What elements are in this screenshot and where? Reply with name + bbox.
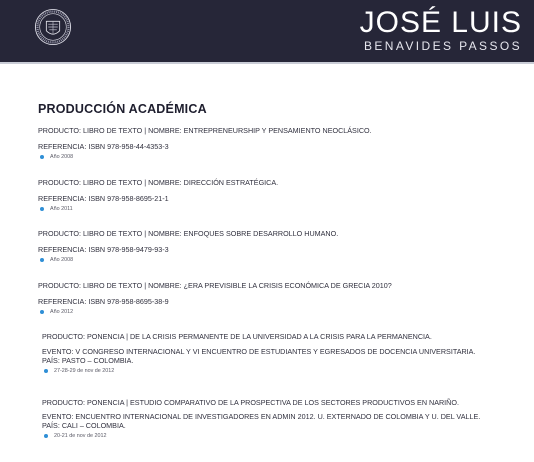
entry-reference: REFERENCIA: ISBN 978-958-44-4353-3 <box>38 142 169 151</box>
entry-reference: REFERENCIA: ISBN 978-958-8695-21-1 <box>38 194 169 203</box>
publication-entry <box>38 126 372 151</box>
bullet-dot-icon <box>40 310 44 314</box>
publication-entry <box>38 178 278 203</box>
entry-date: Año 2008 <box>40 154 73 160</box>
university-seal-icon <box>34 8 72 46</box>
publication-entry <box>38 229 338 254</box>
entry-product: PRODUCTO: PONENCIA | DE LA CRISIS PERMANENTE DE LA UNIVERSIDAD A LA CRISIS PARA LA PERMANENCIA. <box>42 332 432 341</box>
bullet-dot-icon <box>44 369 48 373</box>
entry-reference: REFERENCIA: ISBN 978-958-9479-93-3 <box>38 245 169 254</box>
section-title: PRODUCCIÓN ACADÉMICA <box>38 102 207 116</box>
entry-date: Año 2008 <box>40 257 73 263</box>
entry-product: PRODUCTO: LIBRO DE TEXTO | NOMBRE: ¿ERA PREVISIBLE LA CRISIS ECONÓMICA DE GRECIA 2010? <box>38 281 392 290</box>
entry-product: PRODUCTO: PONENCIA | ESTUDIO COMPARATIVO DE LA PROSPECTIVA DE LOS SECTORES PRODUCTIVOS EN NARIÑO. <box>42 398 459 407</box>
header-banner <box>0 0 534 62</box>
bullet-dot-icon <box>40 207 44 211</box>
entry-date: Año 2011 <box>40 206 73 212</box>
entry-product: PRODUCTO: LIBRO DE TEXTO | NOMBRE: ENFOQUES SOBRE DESARROLLO HUMANO. <box>38 229 339 238</box>
bullet-dot-icon <box>40 258 44 262</box>
talk-entry <box>42 332 475 365</box>
entry-date: 27-28-29 de nov de 2012 <box>44 368 114 374</box>
last-name: BENAVIDES PASSOS <box>364 39 522 53</box>
entry-product: PRODUCTO: LIBRO DE TEXTO | NOMBRE: DIRECCIÓN ESTRATÉGICA. <box>38 178 279 187</box>
entry-reference: REFERENCIA: ISBN 978-958-8695-38-9 <box>38 297 169 306</box>
bullet-dot-icon <box>44 434 48 438</box>
header-divider <box>0 62 534 64</box>
bullet-dot-icon <box>40 155 44 159</box>
entry-event: EVENTO: ENCUENTRO INTERNACIONAL DE INVESTIGADORES EN ADMIN 2012. U. EXTERNADO DE COLOMBIA Y U. DEL VALLE. <box>42 412 481 421</box>
entry-date: 20-21 de nov de 2012 <box>44 433 106 439</box>
talk-entry <box>42 398 480 430</box>
entry-country: PAÍS: CALI – COLOMBIA. <box>42 421 126 430</box>
entry-event: EVENTO: V CONGRESO INTERNACIONAL Y VI ENCUENTRO DE ESTUDIANTES Y EGRESADOS DE DOCENCIA UNIVERSITARIA. <box>42 347 476 356</box>
entry-country: PAÍS: PASTO – COLOMBIA. <box>42 356 134 365</box>
entry-product: PRODUCTO: LIBRO DE TEXTO | NOMBRE: ENTREPRENEURSHIP Y PENSAMIENTO NEOCLÁSICO. <box>38 126 372 135</box>
first-name: JOSÉ LUIS <box>359 6 522 39</box>
person-name <box>360 8 522 53</box>
entry-date: Año 2012 <box>40 309 73 315</box>
publication-entry <box>38 281 392 306</box>
